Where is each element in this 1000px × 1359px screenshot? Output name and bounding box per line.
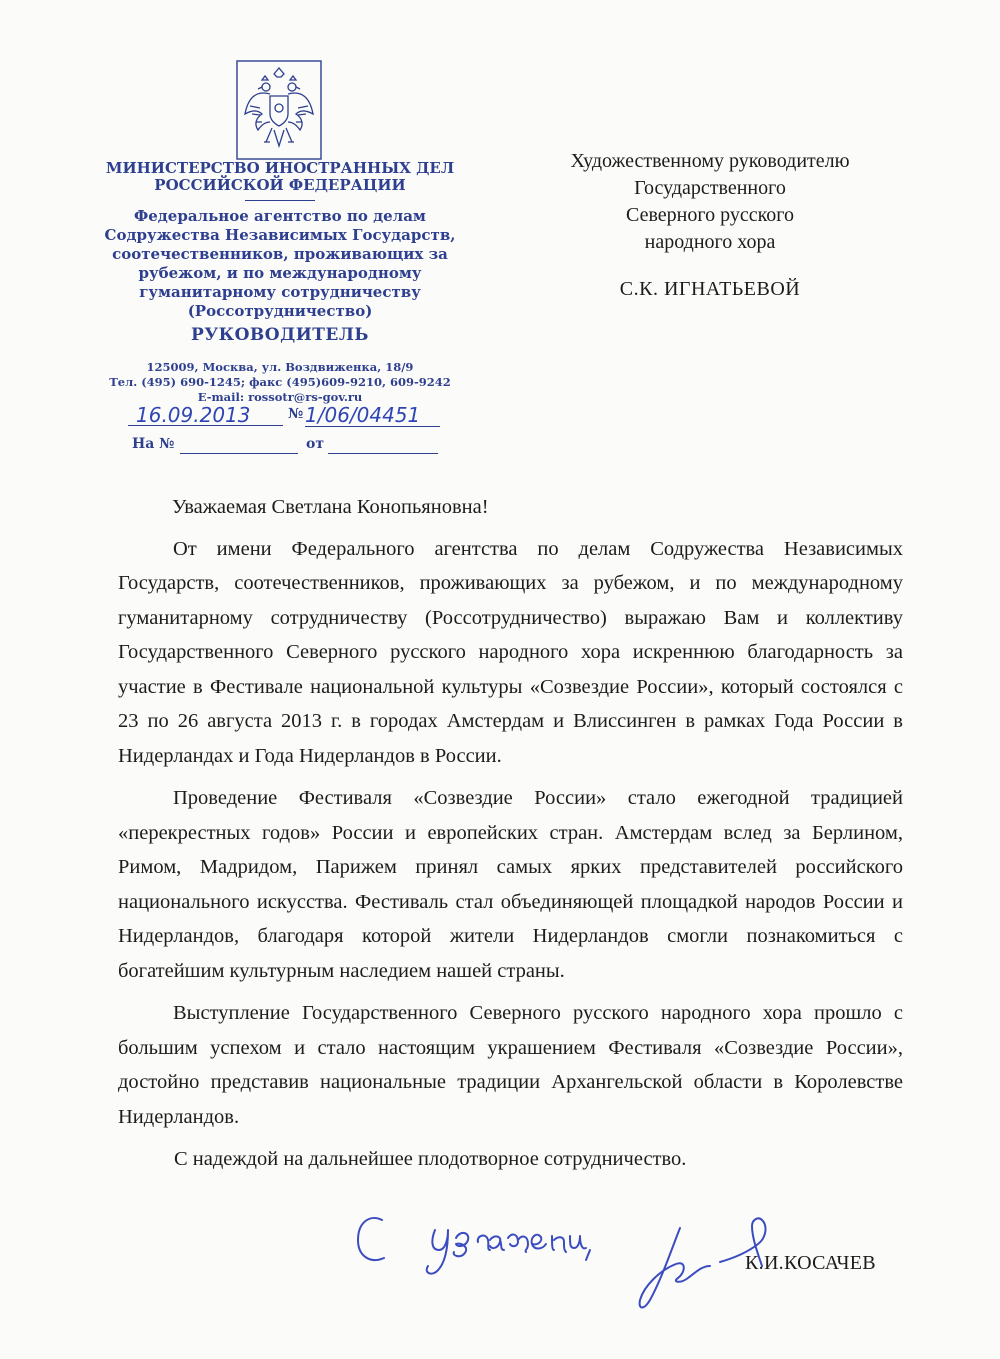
agency-line: (Россотрудничество) xyxy=(187,302,373,320)
agency-line: гуманитарному сотрудничеству xyxy=(139,283,421,301)
in-reply-label: На № xyxy=(132,436,175,452)
from-label: от xyxy=(306,436,325,452)
outgoing-date: 16.09.2013 xyxy=(128,404,283,426)
agency-line: Содружества Независимых Государств, xyxy=(104,226,456,244)
agency-line: соотечественников, проживающих за xyxy=(112,245,448,263)
letterhead-divider xyxy=(245,200,315,201)
outgoing-number: 1/06/04451 xyxy=(305,404,440,427)
address-line: 125009, Москва, ул. Воздвиженка, 18/9 xyxy=(146,360,414,374)
registration-block xyxy=(128,400,468,470)
ministry-name xyxy=(100,160,460,194)
agency-name xyxy=(100,207,460,321)
addressee-name: С.К. ИГНАТЬЕВОЙ xyxy=(619,278,801,300)
agency-address xyxy=(100,360,460,405)
agency-line: Федеральное агентство по делам xyxy=(134,207,426,225)
from-blank xyxy=(328,453,438,454)
double-headed-eagle-emblem-icon xyxy=(236,60,322,160)
greeting: Уважаемая Светлана Конопьяновна! xyxy=(172,496,489,518)
phone-fax-line: Тел. (495) 690-1245; факс (495)609-9210, 609-9242 xyxy=(109,375,451,389)
signer-name: К.И.КОСАЧЕВ xyxy=(745,1252,876,1274)
addressee-block xyxy=(520,148,900,303)
body-paragraph: Проведение Фестиваля «Созвездие России» стало ежегодной традицией «перекрестных годов» России и европейских стран. Амстердам вслед за Берлином, Римом, Мадридом, Парижем принял самых ярких представителей российского национального искусства. Фестиваль стал объединяющей площадкой народов России и Нидерландов, благодаря которой жители Нидерландов смогли познакомиться с богатейшим культурным наследием нашей страны. xyxy=(118,787,903,982)
signature-area xyxy=(340,1200,940,1330)
ministry-line: РОССИЙСКОЙ ФЕДЕРАЦИИ xyxy=(154,176,406,194)
number-label: № xyxy=(288,406,304,422)
agency-line: рубежом, и по международному xyxy=(138,264,422,282)
in-reply-blank xyxy=(180,453,298,454)
body-paragraph: От имени Федерального агентства по делам Содружества Независимых Государств, соотечественников, проживающих за рубежом, и по международному гуманитарному сотрудничеству (Россотрудничество) выражаю Вам и коллективу Государственного Северного русского народного хора искреннюю благодарность за участие в Фестивале национальной культуры «Созвездие России», который состоялся с 23 по 26 августа 2013 г. в городах Амстердам и Влиссинген в рамках Года России в Нидерландах и Года Нидерландов в России. xyxy=(118,537,903,767)
addressee-line: Государственного xyxy=(634,177,786,199)
ministry-line: МИНИСТЕРСТВО ИНОСТРАННЫХ ДЕЛ xyxy=(105,159,455,177)
addressee-line: Художественному руководителю xyxy=(570,150,850,172)
letter-body xyxy=(118,490,903,1177)
addressee-line: народного хора xyxy=(644,231,776,253)
body-paragraph: Выступление Государственного Северного русского народного хора прошло с большим успехом и стало настоящим украшением Фестиваля «Созвездие России», достойно представив национальные традиции Архангельской области в Королевстве Нидерландов. xyxy=(118,1002,903,1128)
addressee-line: Северного русского xyxy=(626,204,794,226)
head-title: РУКОВОДИТЕЛЬ xyxy=(191,325,369,345)
closing-line: С надеждой на дальнейшее плодотворное сотрудничество. xyxy=(174,1148,687,1170)
email-line: E-mail: rossotr@rs-gov.ru xyxy=(197,390,363,404)
